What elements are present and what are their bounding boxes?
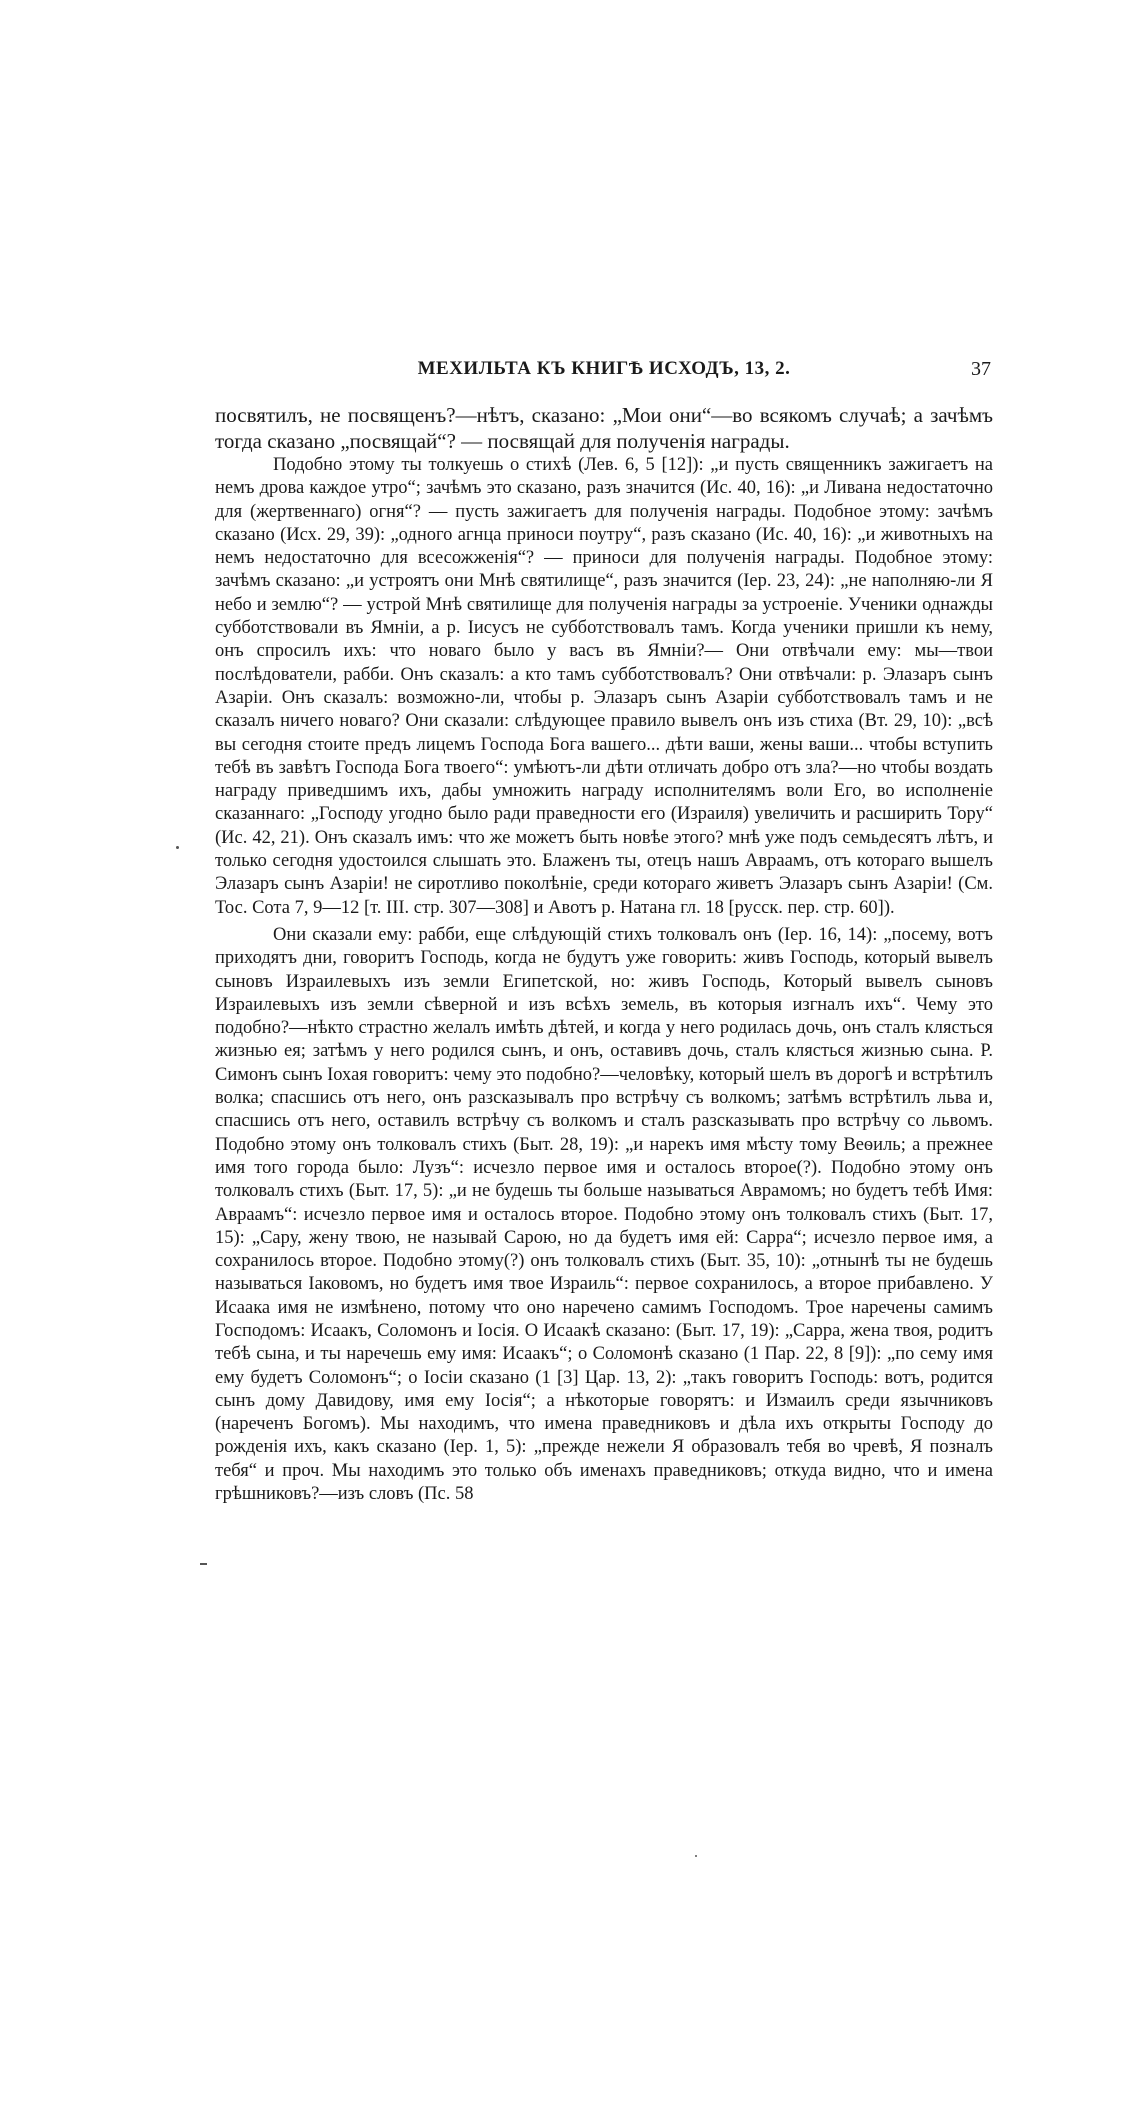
- stray-mark: [200, 1563, 207, 1565]
- paragraph-2: Подобно этому ты толкуешь о стихѣ (Лев. 6, 5 [12]): „и пусть священникъ зажигаетъ на немъ дрова каждое утро“; зачѣмъ это сказано, разъ значится (Ис. 40, 16): „и Ливана недостаточно для (жертвеннаго) огня“? — пусть зажигаетъ для полученія награды. Подобное этому: зачѣмъ сказано (Исх. 29, 39): „одного агнца приноси поутру“, разъ сказано (Ис. 40, 16): „и животныхъ на немъ недостаточно для всесожженія“? — приноси для полученія награды. Подобное этому: зачѣмъ сказано: „и устроятъ они Мнѣ святилище“, разъ значится (Іер. 23, 24): „не наполняю-ли Я небо и землю“? — устрой Мнѣ святилище для полученія награды за устроеніе. Ученики однажды субботствовали въ Ямніи, а р. Іисусъ не субботствовалъ тамъ. Когда ученики пришли къ нему, онъ спросилъ ихъ: что новаго было у васъ въ Ямніи?— Они отвѣчали ему: мы—твои послѣдователи, рабби. Онъ сказалъ: а кто тамъ субботствовалъ? Они отвѣчали: р. Элазаръ сынъ Азаріи. Онъ сказалъ: возможно-ли, чтобы р. Элазаръ сынъ Азаріи субботствовалъ тамъ и не сказалъ ничего новаго? Они сказали: слѣдующее правило вывелъ онъ изъ стиха (Вт. 29, 10): „всѣ вы сегодня стоите предъ лицемъ Господа Бога вашего... дѣти ваши, жены ваши... чтобы вступить тебѣ въ завѣтъ Господа Бога твоего“: умѣютъ-ли дѣти отличать добро отъ зла?—но чтобы воздать награду приведшимъ ихъ, дабы умножить награду исполнителямъ воли Его, во исполненіе сказаннаго: „Господу угодно было ради праведности его (Израиля) увеличить и расширить Тору“ (Ис. 42, 21). Онъ сказалъ имъ: что же можетъ быть новѣе этого? мнѣ уже подъ семьдесятъ лѣтъ, и только сегодня удостоился слышать это. Блаженъ ты, отецъ нашъ Авраамъ, отъ котораго вышелъ Элазаръ сынъ Азаріи! не сиротливо поколѣніе, среди котораго живетъ Элазаръ сынъ Азаріи! (См. Тос. Сота 7, 9—12 [т. III. стр. 307—308] и Авотъ р. Натана гл. 18 [русск. пер. стр. 60]).: [215, 455, 993, 918]
- paragraph-3: Они сказали ему: рабби, еще слѣдующій стихъ толковалъ онъ (Іер. 16, 14): „посему, вотъ приходятъ дни, говоритъ Господь, когда не будутъ уже говорить: живъ Господь, который вывелъ сыновъ Израилевыхъ изъ земли Египетской, но: живъ Господь, Который вывелъ сыновъ Израилевыхъ изъ земли сѣверной и изъ всѣхъ земель, въ которыя изгналъ ихъ“. Чему это подобно?—нѣкто страстно желалъ имѣть дѣтей, и когда у него родилась дочь, онъ сталъ клясться жизнью ея; затѣмъ у него родился сынъ, и онъ, оставивъ дочь, сталъ клясться жизнью сына. Р. Симонъ сынъ Іохая говоритъ: чему это подобно?—человѣку, который шелъ въ дорогѣ и встрѣтилъ волка; спасшись отъ него, онъ разсказывалъ про встрѣчу съ волкомъ; затѣмъ встрѣтилъ льва и, спасшись отъ него, оставилъ встрѣчу съ волкомъ и сталъ разсказывать про встрѣчу со львомъ. Подобно этому онъ толковалъ стихъ (Быт. 28, 19): „и нарекъ имя мѣсту тому Веѳиль; а прежнее имя того города было: Лузъ“: исчезло первое имя и осталось второе(?). Подобно этому онъ толковалъ стихъ (Быт. 17, 5): „и не будешь ты больше называться Аврамомъ; но будетъ тебѣ Имя: Авраамъ“: исчезло первое имя и осталось второе. Подобно этому онъ толковалъ стихъ (Быт. 17, 15): „Сару, жену твою, не называй Сарою, но да будетъ имя ей: Сарра“; исчезло первое имя, а сохранилось второе. Подобно этому(?) онъ толковалъ стихъ (Быт. 35, 10): „отнынѣ ты не будешь называться Іаковомъ, но будетъ имя твое Израиль“: первое сохранилось, а второе прибавлено. У Исаака имя не измѣнено, потому что оно наречено самимъ Господомъ. Трое наречены самимъ Господомъ: Исаакъ, Соломонъ и Іосія. О Исаакѣ сказано: (Быт. 17, 19): „Сарра, жена твоя, родитъ тебѣ сына, и ты наречешь ему имя: Исаакъ“; о Соломонѣ сказано (1 Пар. 22, 8 [9]): „по сему имя ему будетъ Соломонъ“; о Іосіи сказано (1 [3] Цар. 13, 2): „такъ говоритъ Господь: вотъ, родится сынъ дому Давидову, имя ему Іосія“; а нѣкоторые говорятъ: и Измаилъ среди язычниковъ (нареченъ Богомъ). Мы находимъ, что имена праведниковъ и дѣла ихъ открыты Господу до рожденія ихъ, какъ сказано (Іер. 1, 5): „прежде нежели Я образовалъ тебя во чревѣ, Я позналъ тебя“ и проч. Мы находимъ это только объ именахъ праведниковъ; откуда видно, что и имена грѣшниковъ?—изъ словъ (Пс. 58: [215, 924, 993, 1505]
- stray-mark: [695, 1855, 697, 1857]
- running-head: [215, 358, 993, 388]
- running-title: МЕХИЛЬТА КЪ КНИГѢ ИСХОДЪ, 13, 2.: [417, 358, 791, 379]
- body-text: [215, 402, 993, 1506]
- paragraph-1: посвятилъ, не посвященъ?—нѣтъ, сказано: „Мои они“—во всякомъ случаѣ; а зачѣмъ тогда сказано „посвящай“? — посвящай для полученія награды.: [215, 403, 993, 453]
- stray-mark: [176, 846, 179, 849]
- page-number: 37: [971, 358, 991, 380]
